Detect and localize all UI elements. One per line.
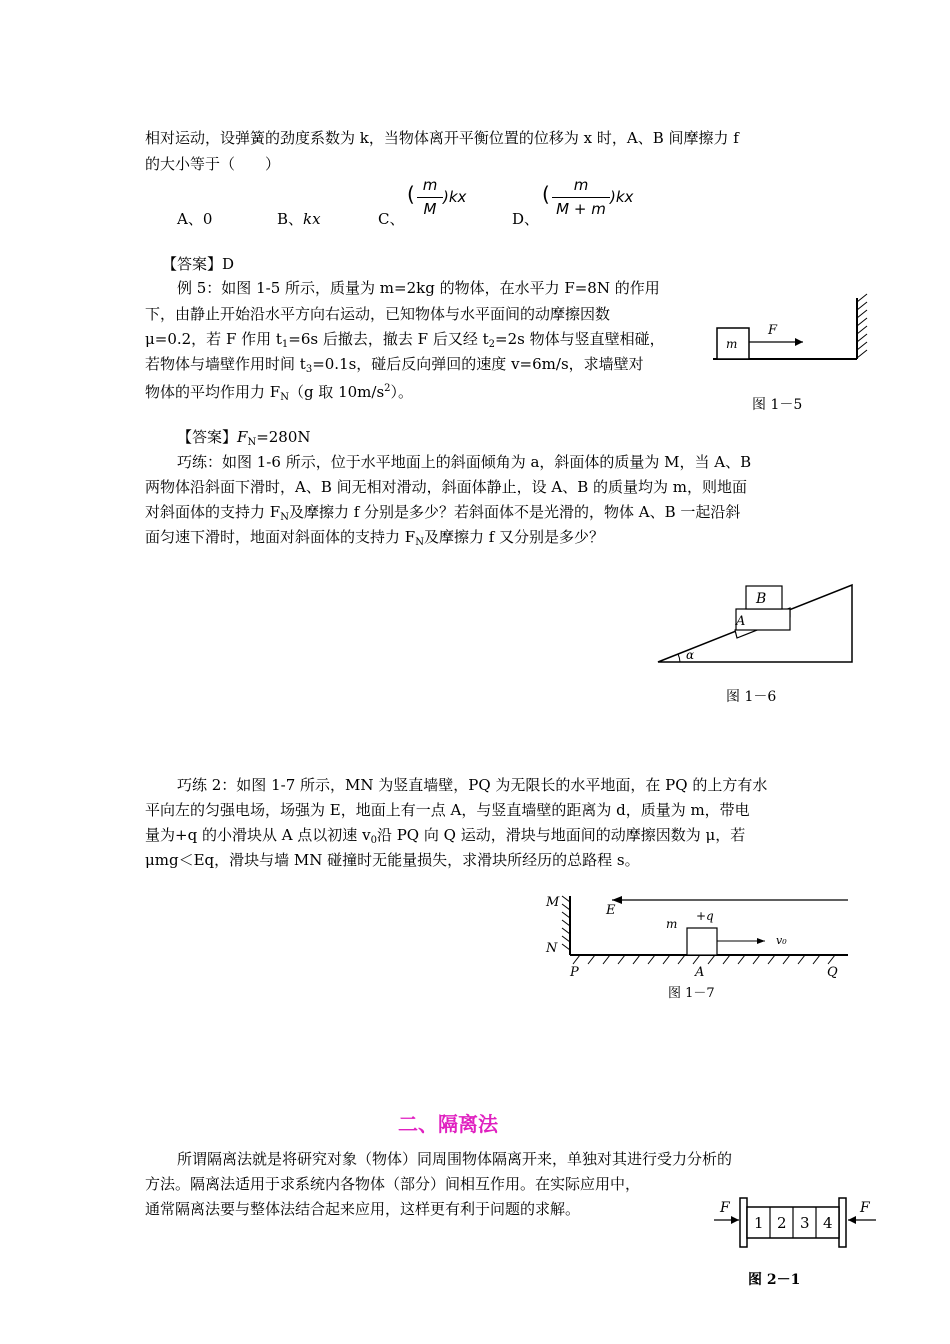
caption-2-1: 图 2－1 [748, 1272, 801, 1288]
caption-1-6: 图 1－6 [726, 689, 777, 705]
label-F-left: F [720, 1200, 730, 1216]
figure-1-5 [705, 290, 875, 420]
label-m7: m [666, 917, 678, 931]
option-c-formula: ( m M )kx [407, 176, 467, 218]
practice1-line-4: 面匀速下滑时，地面对斜面体的支持力 $F_N$及摩擦力 f 又分别是多少？ [145, 528, 605, 548]
practice2-line-4: μmg＜Eq，滑块与墙 MN 碰撞时无能量损失，求滑块所经历的总路程 s。 [145, 851, 640, 869]
practice2-line-1: 巧练 2：如图 1-7 所示，MN 为竖直墙壁，PQ 为无限长的水平地面，在 PQ 的上方有水 [177, 776, 768, 794]
block-1: 1 [754, 1214, 764, 1232]
block-2: 2 [777, 1214, 787, 1232]
label-Q: Q [827, 965, 838, 980]
label-m: m [726, 337, 738, 351]
example5-line-4: 若物体与墙壁作用时间 $t_3=0.1s$，碰后反向弹回的速度 v=6m/s，求墙壁对 [145, 355, 644, 375]
label-q: +q [696, 909, 714, 923]
option-d-formula: ( m M + m )kx [542, 176, 634, 218]
intro-line-2: 的大小等于（ ） [145, 155, 281, 173]
label-F-right: F [860, 1200, 870, 1216]
label-F: F [768, 323, 778, 338]
example5-line-5: 物体的平均作用力 $F_N(g$ 取 $10m/s^2$）。 [145, 383, 414, 403]
practice2-line-2: 平向左的匀强电场，场强为 E，地面上有一点 A，与竖直墙壁的距离为 d，质量为 m，带电 [145, 801, 750, 819]
option-d-label: D、 [512, 210, 540, 228]
label-alpha: α [686, 648, 695, 662]
label-E: E [606, 903, 616, 918]
figure-1-7 [540, 888, 855, 1003]
practice1-line-3: 对斜面体的支持力 $F_N$及摩擦力 f 分别是多少？若斜面体不是光滑的，物体 A、B 一起沿斜 [145, 503, 741, 523]
answer-1: 【答案】D [162, 255, 235, 273]
example5-line-1: 例 5：如图 1-5 所示，质量为 m=2kg 的物体，在水平力 F=8N 的作用 [177, 279, 660, 297]
figure-1-6 [650, 578, 860, 708]
example5-line-3: μ=0.2，若 F 作用 $t_1=6s$ 后撤去，撤去 F 后又经 $t_2=2s$ 物体与竖直壁相碰， [145, 330, 665, 350]
answer-2: 【答案】$F_N=280N$ [177, 428, 311, 448]
isolation-line-3: 通常隔离法要与整体法结合起来应用，这样更有利于问题的求解。 [145, 1200, 581, 1218]
label-B: B [756, 591, 767, 607]
isolation-line-2: 方法。隔离法适用于求系统内各物体（部分）间相互作用。在实际应用中， [145, 1175, 641, 1193]
isolation-line-1: 所谓隔离法就是将研究对象（物体）同周围物体隔离开来，单独对其进行受力分析的 [177, 1150, 733, 1168]
block-3: 3 [800, 1214, 810, 1232]
figure-2-1 [708, 1192, 888, 1292]
section-heading: 二、隔离法 [398, 1112, 498, 1136]
example5-line-2: 下，由静止开始沿水平方向右运动，已知物体与水平面间的动摩擦因数 [145, 305, 611, 323]
caption-1-5: 图 1－5 [752, 397, 803, 413]
slider-block [687, 928, 717, 955]
practice1-line-1: 巧练：如图 1-6 所示，位于水平地面上的斜面倾角为 a，斜面体的质量为 M，当 A、B [177, 453, 752, 471]
practice2-line-3: 量为+q 的小滑块从 A 点以初速 $v_0$沿 PQ 向 Q 运动，滑块与地面间的动摩擦因数为 μ，若 [145, 826, 746, 846]
label-N: N [546, 941, 558, 956]
label-A: A [736, 614, 746, 629]
option-b: B、kx [277, 210, 321, 228]
practice1-line-2: 两物体沿斜面下滑时，A、B 间无相对滑动，斜面体静止，设 A、B 的质量均为 m，则地面 [145, 478, 748, 496]
option-a: A、0 [177, 210, 213, 228]
caption-1-7: 图 1－7 [668, 986, 715, 1001]
block-4: 4 [823, 1214, 833, 1232]
label-A7: A [695, 965, 705, 980]
intro-line-1: 相对运动，设弹簧的劲度系数为 k，当物体离开平衡位置的位移为 x 时，A、B 间摩擦力 f [145, 129, 739, 147]
label-P: P [570, 965, 579, 980]
option-c-label: C、 [378, 210, 405, 228]
label-M: M [546, 895, 560, 910]
label-v0: v₀ [776, 934, 787, 947]
